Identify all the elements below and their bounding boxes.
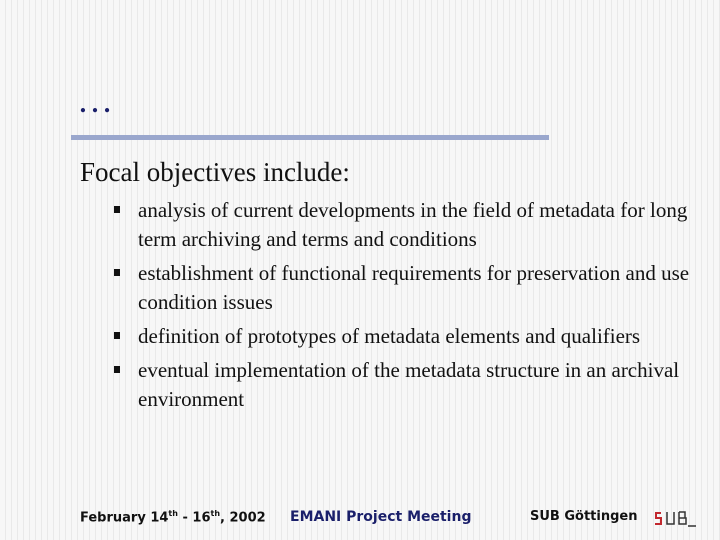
- bullet-text: establishment of functional requirements for preservation and use condition issues: [138, 261, 690, 314]
- bullet-text: analysis of current developments in the field of metadata for long term archiving and terms and conditions: [138, 198, 688, 251]
- bullet-item: [114, 322, 694, 351]
- square-bullet-icon: [114, 332, 120, 339]
- footer-date: [80, 509, 266, 525]
- footer-date-part: - 16: [177, 510, 211, 526]
- footer-place: SUB Göttingen: [530, 509, 638, 524]
- footer-date-part: February 14: [80, 510, 169, 526]
- square-bullet-icon: [114, 269, 120, 276]
- square-bullet-icon: [114, 366, 120, 373]
- bullet-item: [114, 259, 694, 317]
- bullet-text: definition of prototypes of metadata elements and qualifiers: [138, 324, 641, 348]
- footer-meeting: EMANI Project Meeting: [290, 509, 472, 525]
- square-bullet-icon: [114, 206, 120, 213]
- footer-date-part: , 2002: [220, 510, 266, 526]
- title-underline: [71, 135, 549, 140]
- bullet-text: eventual implementation of the metadata structure in an archival environment: [138, 358, 680, 411]
- intro-text: Focal objectives include:: [80, 157, 350, 187]
- footer-date-sup: th: [210, 509, 221, 518]
- bullet-item: [114, 196, 694, 254]
- sub-goettingen-logo-icon: [652, 506, 697, 530]
- bullet-item: [114, 356, 694, 414]
- slide-title: …: [77, 80, 115, 120]
- bullet-list: [114, 196, 694, 419]
- footer-date-sup: th: [168, 509, 178, 518]
